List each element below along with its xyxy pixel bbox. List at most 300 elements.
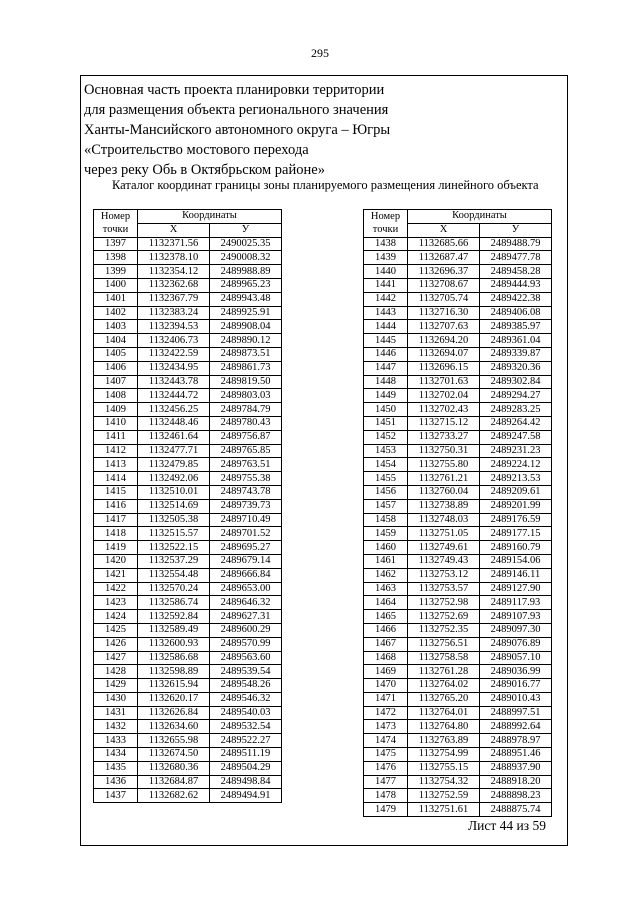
table-row [94, 568, 282, 582]
table-row [94, 734, 282, 748]
header-point: точки [102, 224, 129, 236]
y-cell: 2489127.90 [480, 582, 552, 596]
y-cell: 2489988.89 [210, 265, 282, 279]
x-cell: 1132715.12 [408, 416, 480, 430]
table-row [364, 761, 552, 775]
point-number-cell: 1403 [94, 320, 138, 334]
x-cell: 1132751.61 [408, 803, 480, 817]
x-cell: 1132492.06 [138, 472, 210, 486]
table-row [94, 430, 282, 444]
x-cell: 1132716.30 [408, 306, 480, 320]
y-cell: 2489422.38 [480, 292, 552, 306]
sheet-label: Лист 44 из 59 [468, 818, 546, 833]
x-cell: 1132680.36 [138, 761, 210, 775]
point-number-cell: 1467 [364, 637, 408, 651]
table-row [364, 775, 552, 789]
point-number-cell: 1421 [94, 568, 138, 582]
y-cell: 2489890.12 [210, 334, 282, 348]
header-number: Номер [370, 211, 401, 223]
point-number-cell: 1410 [94, 416, 138, 430]
point-number-cell: 1409 [94, 403, 138, 417]
point-number-cell: 1451 [364, 416, 408, 430]
y-cell: 2489146.11 [480, 568, 552, 582]
x-cell: 1132702.43 [408, 403, 480, 417]
table-row [364, 665, 552, 679]
x-cell: 1132515.57 [138, 527, 210, 541]
point-number-cell: 1406 [94, 361, 138, 375]
x-cell: 1132708.67 [408, 278, 480, 292]
table-row [94, 637, 282, 651]
x-cell: 1132694.07 [408, 347, 480, 361]
y-cell: 2489780.43 [210, 416, 282, 430]
table-body [94, 237, 282, 803]
table-row [364, 347, 552, 361]
y-cell: 2489264.42 [480, 416, 552, 430]
y-cell: 2489406.08 [480, 306, 552, 320]
y-cell: 2489627.31 [210, 610, 282, 624]
y-cell: 2489908.04 [210, 320, 282, 334]
x-cell: 1132752.35 [408, 623, 480, 637]
x-cell: 1132705.74 [408, 292, 480, 306]
y-cell: 2489600.29 [210, 623, 282, 637]
y-cell: 2489784.79 [210, 403, 282, 417]
point-number-cell: 1464 [364, 596, 408, 610]
point-number-cell: 1465 [364, 610, 408, 624]
x-cell: 1132422.59 [138, 347, 210, 361]
table-row [94, 651, 282, 665]
x-cell: 1132634.60 [138, 720, 210, 734]
y-cell: 2489302.84 [480, 375, 552, 389]
y-cell: 2489339.87 [480, 347, 552, 361]
x-cell: 1132764.80 [408, 720, 480, 734]
table-row [364, 610, 552, 624]
x-cell: 1132752.98 [408, 596, 480, 610]
table-row [364, 403, 552, 417]
point-number-cell: 1460 [364, 541, 408, 555]
y-cell: 2489532.54 [210, 720, 282, 734]
y-cell: 2489563.60 [210, 651, 282, 665]
point-number-cell: 1435 [94, 761, 138, 775]
x-cell: 1132682.62 [138, 789, 210, 803]
y-cell: 2489016.77 [480, 679, 552, 693]
x-cell: 1132738.89 [408, 499, 480, 513]
y-cell: 2489385.97 [480, 320, 552, 334]
x-cell: 1132510.01 [138, 485, 210, 499]
table-row [364, 541, 552, 555]
x-cell: 1132448.46 [138, 416, 210, 430]
y-cell: 2489803.03 [210, 389, 282, 403]
y-header: У [210, 223, 282, 237]
point-number-cell: 1466 [364, 623, 408, 637]
x-cell: 1132687.47 [408, 251, 480, 265]
table-caption: Каталог координат границы зоны планируемого размещения линейного объекта [112, 178, 539, 192]
table-row [94, 554, 282, 568]
point-number-cell: 1457 [364, 499, 408, 513]
point-number-cell: 1430 [94, 692, 138, 706]
point-number-cell: 1404 [94, 334, 138, 348]
point-number-cell: 1463 [364, 582, 408, 596]
point-number-cell: 1423 [94, 596, 138, 610]
y-cell: 2489458.28 [480, 265, 552, 279]
y-cell: 2489522.27 [210, 734, 282, 748]
y-cell: 2489943.48 [210, 292, 282, 306]
point-number-cell: 1397 [94, 237, 138, 251]
y-cell: 2489511.19 [210, 748, 282, 762]
x-cell: 1132443.78 [138, 375, 210, 389]
table-row [94, 361, 282, 375]
point-number-cell: 1418 [94, 527, 138, 541]
y-cell: 2489036.99 [480, 665, 552, 679]
y-cell: 2488875.74 [480, 803, 552, 817]
table-row [364, 265, 552, 279]
point-number-cell: 1413 [94, 458, 138, 472]
coordinates-table-right [363, 209, 552, 817]
x-cell: 1132765.20 [408, 692, 480, 706]
x-cell: 1132674.50 [138, 748, 210, 762]
point-number-cell: 1461 [364, 554, 408, 568]
point-number-cell: 1408 [94, 389, 138, 403]
y-cell: 2489160.79 [480, 541, 552, 555]
point-number-cell: 1458 [364, 513, 408, 527]
point-number-cell: 1414 [94, 472, 138, 486]
y-cell: 2489765.85 [210, 444, 282, 458]
point-number-cell: 1419 [94, 541, 138, 555]
x-cell: 1132696.15 [408, 361, 480, 375]
y-cell: 2488978.97 [480, 734, 552, 748]
x-cell: 1132615.94 [138, 679, 210, 693]
table-row [364, 499, 552, 513]
point-number-cell: 1433 [94, 734, 138, 748]
point-number-cell: 1432 [94, 720, 138, 734]
x-cell: 1132733.27 [408, 430, 480, 444]
point-number-cell: 1450 [364, 403, 408, 417]
point-number-header [94, 210, 138, 238]
x-cell: 1132456.25 [138, 403, 210, 417]
x-cell: 1132753.12 [408, 568, 480, 582]
x-cell: 1132620.17 [138, 692, 210, 706]
x-cell: 1132755.80 [408, 458, 480, 472]
y-cell: 2489117.93 [480, 596, 552, 610]
table-row [364, 692, 552, 706]
table-row [364, 485, 552, 499]
table-row [94, 692, 282, 706]
x-cell: 1132696.37 [408, 265, 480, 279]
table-body [364, 237, 552, 816]
y-cell: 2489057.10 [480, 651, 552, 665]
x-cell: 1132378.10 [138, 251, 210, 265]
table-row [94, 306, 282, 320]
point-number-cell: 1446 [364, 347, 408, 361]
y-cell: 2489679.14 [210, 554, 282, 568]
y-cell: 2489294.27 [480, 389, 552, 403]
y-cell: 2489646.32 [210, 596, 282, 610]
table-row [94, 679, 282, 693]
y-cell: 2489965.23 [210, 278, 282, 292]
point-number-cell: 1434 [94, 748, 138, 762]
y-cell: 2489756.87 [210, 430, 282, 444]
point-number-header [364, 210, 408, 238]
y-cell: 2489540.03 [210, 706, 282, 720]
x-cell: 1132702.04 [408, 389, 480, 403]
x-cell: 1132444.72 [138, 389, 210, 403]
y-cell: 2489477.78 [480, 251, 552, 265]
title-line: «Строительство мостового перехода [84, 142, 309, 158]
y-cell: 2489201.99 [480, 499, 552, 513]
y-cell: 2489488.79 [480, 237, 552, 251]
point-number-cell: 1472 [364, 706, 408, 720]
y-cell: 2489213.53 [480, 472, 552, 486]
table-row [364, 623, 552, 637]
title-line: Ханты-Мансийского автономного округа – Югры [84, 122, 391, 138]
point-number-cell: 1474 [364, 734, 408, 748]
point-number-cell: 1402 [94, 306, 138, 320]
table-row [94, 789, 282, 803]
table-row [94, 610, 282, 624]
y-cell: 2489743.78 [210, 485, 282, 499]
point-number-cell: 1442 [364, 292, 408, 306]
point-number-cell: 1429 [94, 679, 138, 693]
y-cell: 2489076.89 [480, 637, 552, 651]
point-number-cell: 1422 [94, 582, 138, 596]
table-row [94, 251, 282, 265]
table-row [94, 458, 282, 472]
table-row [94, 389, 282, 403]
point-number-cell: 1416 [94, 499, 138, 513]
point-number-cell: 1412 [94, 444, 138, 458]
y-cell: 2489177.15 [480, 527, 552, 541]
x-cell: 1132751.05 [408, 527, 480, 541]
point-number-cell: 1471 [364, 692, 408, 706]
x-cell: 1132479.85 [138, 458, 210, 472]
y-cell: 2488951.46 [480, 748, 552, 762]
point-number-cell: 1398 [94, 251, 138, 265]
point-number-cell: 1407 [94, 375, 138, 389]
y-cell: 2489283.25 [480, 403, 552, 417]
y-header: У [480, 223, 552, 237]
page-number: 295 [311, 46, 329, 60]
y-cell: 2489107.93 [480, 610, 552, 624]
x-cell: 1132522.15 [138, 541, 210, 555]
x-cell: 1132755.15 [408, 761, 480, 775]
point-number-cell: 1453 [364, 444, 408, 458]
coordinates-header: Координаты [408, 210, 552, 224]
table-row [364, 789, 552, 803]
table-row [94, 513, 282, 527]
x-cell: 1132505.38 [138, 513, 210, 527]
x-cell: 1132752.69 [408, 610, 480, 624]
x-header: X [408, 223, 480, 237]
table-row [94, 623, 282, 637]
table-row [94, 582, 282, 596]
point-number-cell: 1470 [364, 679, 408, 693]
x-cell: 1132694.20 [408, 334, 480, 348]
y-cell: 2489763.51 [210, 458, 282, 472]
y-cell: 2489653.00 [210, 582, 282, 596]
point-number-cell: 1438 [364, 237, 408, 251]
x-cell: 1132586.68 [138, 651, 210, 665]
x-cell: 1132655.98 [138, 734, 210, 748]
y-cell: 2489154.06 [480, 554, 552, 568]
x-cell: 1132383.24 [138, 306, 210, 320]
x-cell: 1132600.93 [138, 637, 210, 651]
x-cell: 1132756.51 [408, 637, 480, 651]
table-row [364, 637, 552, 651]
point-number-cell: 1456 [364, 485, 408, 499]
x-cell: 1132753.57 [408, 582, 480, 596]
point-number-cell: 1468 [364, 651, 408, 665]
x-cell: 1132461.64 [138, 430, 210, 444]
table-row [364, 389, 552, 403]
point-number-cell: 1476 [364, 761, 408, 775]
y-cell: 2488992.64 [480, 720, 552, 734]
x-cell: 1132554.48 [138, 568, 210, 582]
title-line: Основная часть проекта планировки территории [84, 82, 385, 98]
point-number-cell: 1437 [94, 789, 138, 803]
x-cell: 1132749.61 [408, 541, 480, 555]
x-cell: 1132598.89 [138, 665, 210, 679]
table-row [364, 554, 552, 568]
y-cell: 2488898.23 [480, 789, 552, 803]
table-row [364, 720, 552, 734]
point-number-cell: 1449 [364, 389, 408, 403]
title-line: для размещения объекта регионального значения [84, 102, 389, 118]
table-row [94, 292, 282, 306]
y-cell: 2489925.91 [210, 306, 282, 320]
y-cell: 2489819.50 [210, 375, 282, 389]
y-cell: 2490008.32 [210, 251, 282, 265]
point-number-cell: 1400 [94, 278, 138, 292]
point-number-cell: 1445 [364, 334, 408, 348]
y-cell: 2489695.27 [210, 541, 282, 555]
point-number-cell: 1405 [94, 347, 138, 361]
table-row [364, 706, 552, 720]
x-cell: 1132763.89 [408, 734, 480, 748]
table-row [364, 458, 552, 472]
y-cell: 2489176.59 [480, 513, 552, 527]
table-row [94, 403, 282, 417]
y-cell: 2489361.04 [480, 334, 552, 348]
point-number-cell: 1448 [364, 375, 408, 389]
table-row [94, 761, 282, 775]
table-row [94, 375, 282, 389]
point-number-cell: 1420 [94, 554, 138, 568]
x-cell: 1132367.79 [138, 292, 210, 306]
x-cell: 1132707.63 [408, 320, 480, 334]
x-cell: 1132684.87 [138, 775, 210, 789]
table-row [364, 596, 552, 610]
point-number-cell: 1425 [94, 623, 138, 637]
table-row [364, 748, 552, 762]
point-number-cell: 1440 [364, 265, 408, 279]
table-row [364, 361, 552, 375]
x-cell: 1132701.63 [408, 375, 480, 389]
point-number-cell: 1444 [364, 320, 408, 334]
coordinates-table-left [93, 209, 282, 803]
point-number-cell: 1479 [364, 803, 408, 817]
point-number-cell: 1475 [364, 748, 408, 762]
table-row [364, 237, 552, 251]
y-cell: 2489224.12 [480, 458, 552, 472]
y-cell: 2489444.93 [480, 278, 552, 292]
table-row [94, 665, 282, 679]
x-cell: 1132754.99 [408, 748, 480, 762]
table-row [94, 499, 282, 513]
table-row [364, 320, 552, 334]
point-number-cell: 1443 [364, 306, 408, 320]
x-cell: 1132626.84 [138, 706, 210, 720]
header-number: Номер [100, 211, 131, 223]
point-number-cell: 1428 [94, 665, 138, 679]
point-number-cell: 1469 [364, 665, 408, 679]
x-cell: 1132371.56 [138, 237, 210, 251]
point-number-cell: 1411 [94, 430, 138, 444]
y-cell: 2489548.26 [210, 679, 282, 693]
table-row [364, 278, 552, 292]
y-cell: 2490025.35 [210, 237, 282, 251]
table-row [94, 278, 282, 292]
document-title [84, 80, 390, 180]
table-row [364, 444, 552, 458]
y-cell: 2489861.73 [210, 361, 282, 375]
y-cell: 2489097.30 [480, 623, 552, 637]
point-number-cell: 1447 [364, 361, 408, 375]
y-cell: 2488997.51 [480, 706, 552, 720]
table-row [94, 472, 282, 486]
y-cell: 2489710.49 [210, 513, 282, 527]
table-row [364, 527, 552, 541]
x-cell: 1132477.71 [138, 444, 210, 458]
table-row [94, 416, 282, 430]
table-row [364, 306, 552, 320]
point-number-cell: 1455 [364, 472, 408, 486]
point-number-cell: 1478 [364, 789, 408, 803]
table-row [94, 541, 282, 555]
point-number-cell: 1473 [364, 720, 408, 734]
x-cell: 1132758.58 [408, 651, 480, 665]
point-number-cell: 1477 [364, 775, 408, 789]
point-number-cell: 1454 [364, 458, 408, 472]
point-number-cell: 1439 [364, 251, 408, 265]
table-row [94, 444, 282, 458]
table-row [364, 416, 552, 430]
point-number-cell: 1431 [94, 706, 138, 720]
y-cell: 2489010.43 [480, 692, 552, 706]
point-number-cell: 1415 [94, 485, 138, 499]
x-cell: 1132406.73 [138, 334, 210, 348]
y-cell: 2489231.23 [480, 444, 552, 458]
table-row [364, 734, 552, 748]
x-cell: 1132685.66 [408, 237, 480, 251]
table-row [364, 651, 552, 665]
y-cell: 2489320.36 [480, 361, 552, 375]
table-row [94, 596, 282, 610]
y-cell: 2489701.52 [210, 527, 282, 541]
y-cell: 2489247.58 [480, 430, 552, 444]
x-cell: 1132589.49 [138, 623, 210, 637]
x-cell: 1132760.04 [408, 485, 480, 499]
header-point: точки [372, 224, 399, 236]
table-row [94, 334, 282, 348]
table-row [94, 237, 282, 251]
point-number-cell: 1459 [364, 527, 408, 541]
table-row [364, 334, 552, 348]
table-row [364, 292, 552, 306]
x-cell: 1132761.21 [408, 472, 480, 486]
y-cell: 2489666.84 [210, 568, 282, 582]
x-cell: 1132749.43 [408, 554, 480, 568]
x-cell: 1132592.84 [138, 610, 210, 624]
x-cell: 1132514.69 [138, 499, 210, 513]
